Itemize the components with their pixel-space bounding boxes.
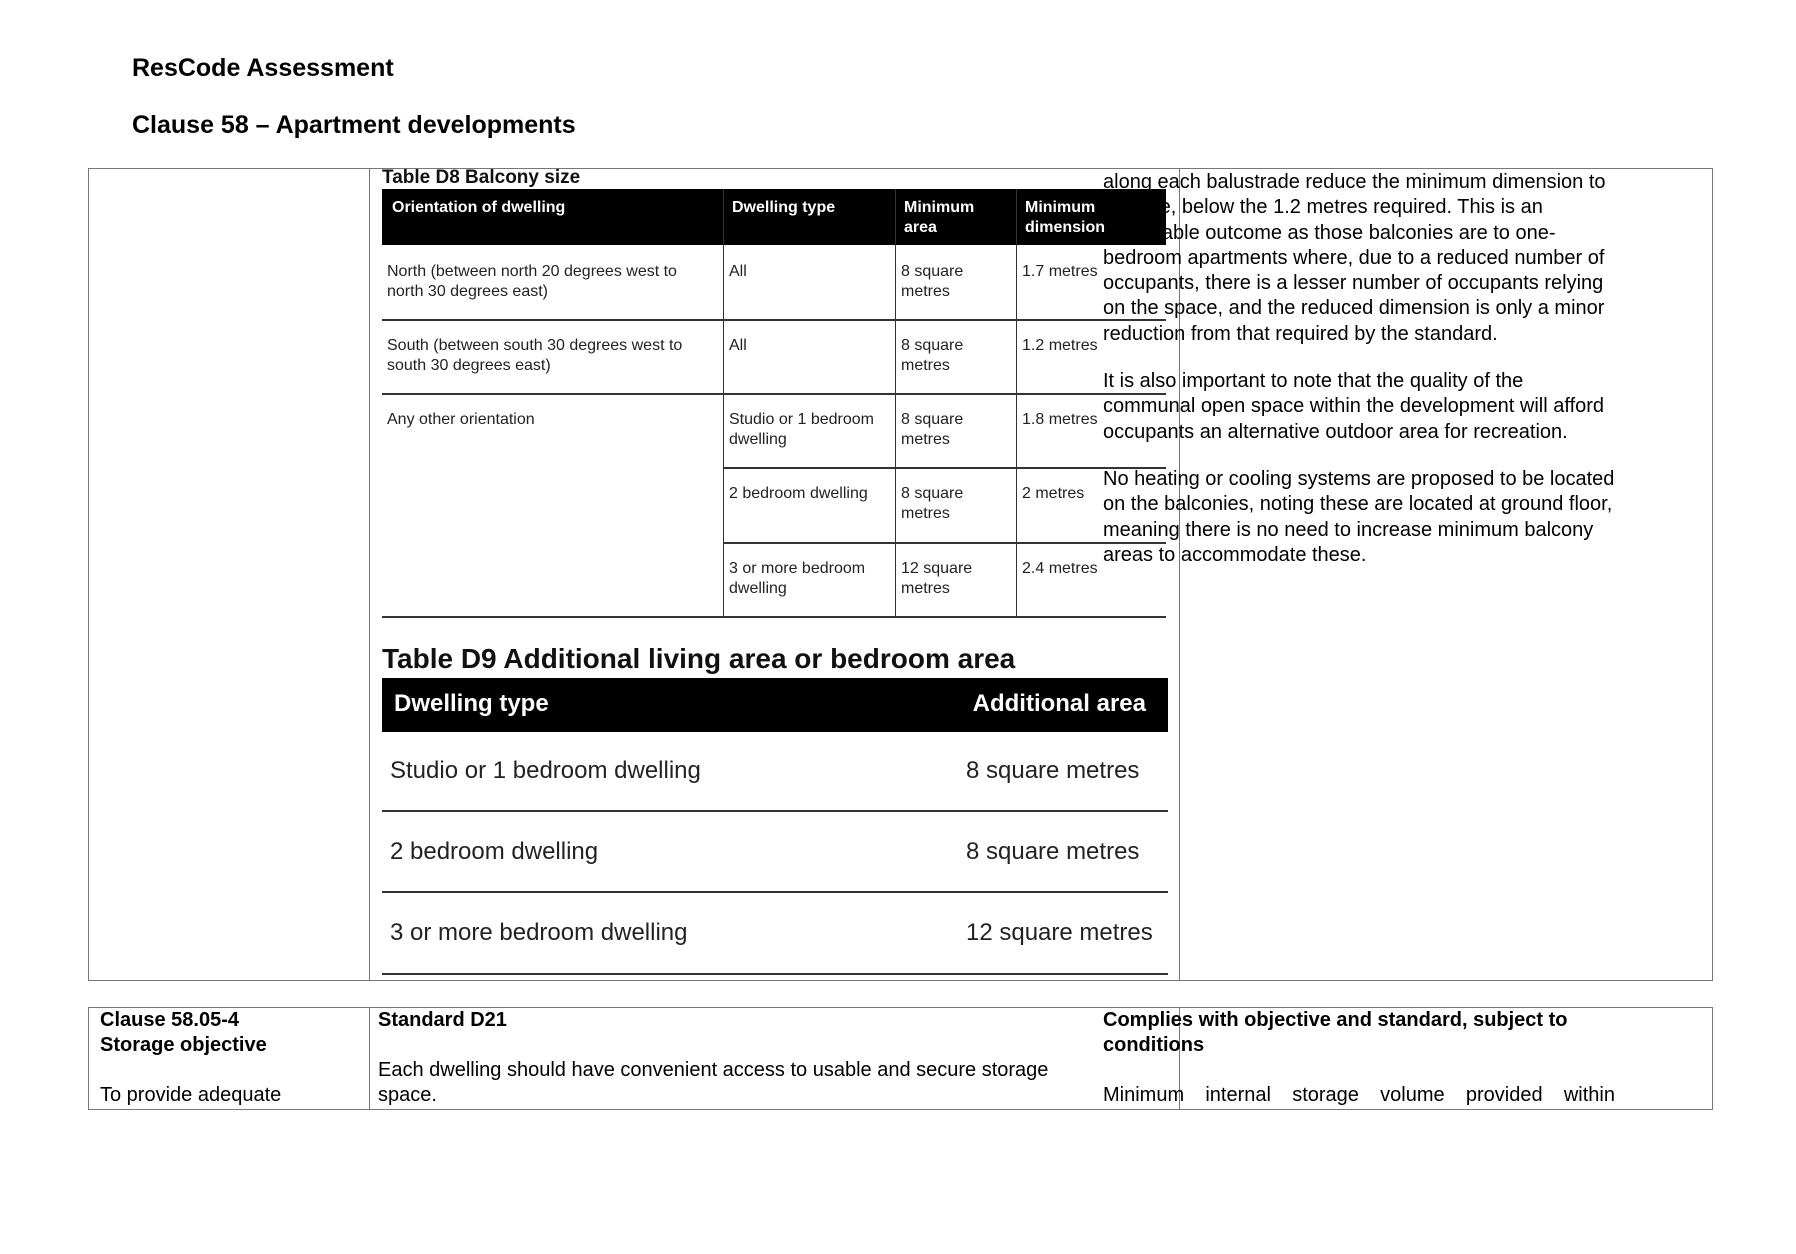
- table-d9-cell: Studio or 1 bedroom dwelling: [390, 757, 701, 784]
- table-d8-rule: [723, 542, 1166, 544]
- assessment-paragraph: along each balustrade reduce the minimum dimension to 1 metre, below the 1.2 metres required. This is an acceptable outcome as those balconies are to one-bedroom apartments where, due to a reduced number of occupants, there is a lesser number of occupants relying on the space, and the reduced dimension is only a minor reduction from that required by the standard.: [1103, 171, 1606, 345]
- table-d8-cell: 8 square metres: [901, 337, 964, 374]
- table-d8-divider: [895, 189, 896, 617]
- table-d8-rule: [382, 319, 1166, 321]
- column-divider: [369, 169, 370, 980]
- table-d8-divider: [723, 189, 724, 617]
- table-d8-cell: 1.8 metres: [1022, 411, 1098, 428]
- table-d9-rule: [382, 973, 1168, 975]
- page-subtitle: Clause 58 – Apartment developments: [132, 111, 576, 139]
- table-d8-cell: 8 square metres: [901, 411, 964, 448]
- storage-objective: Storage objective: [100, 1034, 267, 1056]
- table-d9-title: Table D9 Additional living area or bedroom area: [382, 643, 1016, 674]
- table-d8-title: Table D8 Balcony size: [382, 167, 581, 188]
- assessment-paragraph: It is also important to note that the quality of the communal open space within the development will afford occupants an alternative outdoor area for recreation.: [1103, 370, 1605, 443]
- table-d8-cell: 8 square metres: [901, 263, 964, 300]
- table-d9-col-area: Additional area: [972, 690, 1146, 717]
- table-d8-cell: 8 square metres: [901, 485, 964, 522]
- storage-standard-text: Each dwelling should have convenient access to usable and secure storage space.: [378, 1059, 1049, 1107]
- assessment-paragraph: No heating or cooling systems are proposed to be located on the balconies, noting these are located at ground floor, meaning there is no need to increase minimum balcony areas to accommodate these.: [1103, 467, 1615, 566]
- storage-assessment-title: Complies with objective and standard, subject to conditions: [1103, 1009, 1568, 1057]
- table-d8-cell: 2.4 metres: [1022, 560, 1098, 577]
- table-d8-cell: 1.7 metres: [1022, 263, 1098, 280]
- storage-clause: Clause 58.05-4: [100, 1009, 239, 1031]
- table-d8-divider: [1016, 189, 1017, 617]
- table-d8-cell: 2 bedroom dwelling: [729, 485, 868, 502]
- page-title: ResCode Assessment: [132, 54, 394, 82]
- table-d9-cell: 8 square metres: [966, 757, 1140, 784]
- table-d8-cell: All: [729, 263, 747, 280]
- table-d9-cell: 3 or more bedroom dwelling: [390, 919, 688, 946]
- table-d8-col-area: Minimum area: [904, 199, 975, 236]
- storage-assessment-text: Minimum internal storage volume provided within: [1103, 1084, 1615, 1106]
- table-d9-cell: 12 square metres: [966, 919, 1153, 946]
- table-d9-cell: 8 square metres: [966, 838, 1140, 865]
- table-d8-cell: 2 metres: [1022, 485, 1085, 502]
- table-d8-cell: 1.2 metres: [1022, 337, 1098, 354]
- table-d9-header: [382, 678, 1168, 732]
- table-d8-cell: South (between south 30 degrees west to south 30 degrees east): [387, 337, 683, 374]
- storage-objective-text: To provide adequate: [100, 1084, 282, 1106]
- table-d9-rule: [382, 891, 1168, 893]
- table-d8-cell: 12 square metres: [901, 560, 973, 597]
- table-d8-cell: Studio or 1 bedroom dwelling: [729, 411, 874, 448]
- table-d8-col-orientation: Orientation of dwelling: [392, 199, 566, 216]
- table-d8-rule: [382, 616, 1166, 618]
- column-divider: [369, 1008, 370, 1109]
- table-d8-rule: [723, 467, 1166, 469]
- table-d8-rule: [382, 393, 1166, 395]
- assessment-text: [1103, 170, 1615, 590]
- table-d9-cell: 2 bedroom dwelling: [390, 838, 599, 865]
- table-d8-cell: North (between north 20 degrees west to north 30 degrees east): [387, 263, 677, 300]
- table-d8-cell: All: [729, 337, 747, 354]
- storage-standard: Standard D21: [378, 1009, 507, 1031]
- table-d8-header: [382, 189, 1166, 245]
- table-d9-rule: [382, 810, 1168, 812]
- table-d8-col-dimension: Minimum dimension: [1025, 199, 1106, 236]
- table-d8-col-type: Dwelling type: [732, 199, 836, 216]
- table-d9-col-type: Dwelling type: [394, 690, 549, 717]
- table-d8-cell: 3 or more bedroom dwelling: [729, 560, 866, 597]
- table-d8-cell: Any other orientation: [387, 411, 535, 428]
